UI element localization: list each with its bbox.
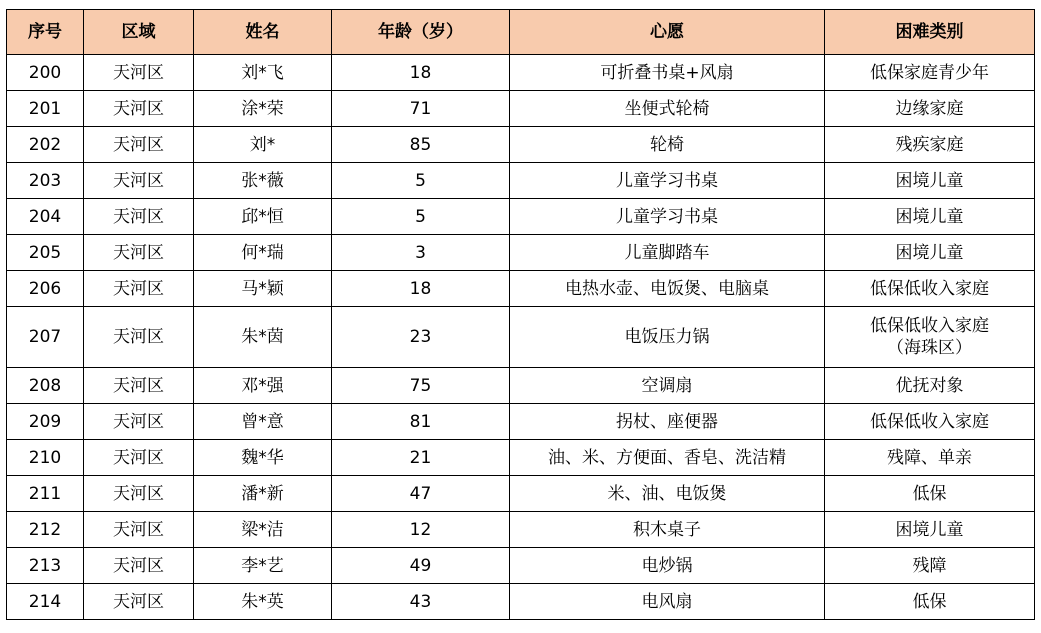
cell-district <box>84 235 194 271</box>
cell-name <box>194 91 332 127</box>
cell-age <box>332 235 510 271</box>
cell-wish <box>510 163 825 199</box>
cell-age <box>332 199 510 235</box>
cell-index <box>7 404 84 440</box>
header-row <box>7 10 1035 55</box>
cell-wish <box>510 548 825 584</box>
cell-category-text: 困境儿童 <box>895 242 964 263</box>
table-row <box>7 440 1035 476</box>
cell-age <box>332 404 510 440</box>
cell-district <box>84 307 194 368</box>
cell-wish-text: 积木桌子 <box>633 519 701 540</box>
cell-age <box>332 368 510 404</box>
wish-list-table <box>6 9 1035 620</box>
cell-wish-text: 电炒锅 <box>641 555 693 576</box>
cell-district-text: 天河区 <box>113 519 164 540</box>
cell-age <box>332 127 510 163</box>
cell-index <box>7 91 84 127</box>
cell-district <box>84 163 194 199</box>
cell-wish <box>510 127 825 163</box>
cell-index-text: 213 <box>28 555 62 576</box>
cell-district <box>84 476 194 512</box>
cell-wish-text: 空调扇 <box>641 375 693 396</box>
cell-wish <box>510 368 825 404</box>
cell-wish-text: 儿童脚踏车 <box>624 242 710 263</box>
cell-district <box>84 55 194 91</box>
cell-district <box>84 271 194 307</box>
cell-district-text: 天河区 <box>113 447 164 468</box>
table-row <box>7 235 1035 271</box>
cell-age-text: 12 <box>409 519 432 540</box>
cell-age-text: 21 <box>409 447 432 468</box>
cell-index-text: 202 <box>28 134 62 155</box>
cell-index <box>7 235 84 271</box>
cell-name <box>194 476 332 512</box>
cell-district-text: 天河区 <box>113 327 164 347</box>
cell-category-text: 低保家庭青少年 <box>870 62 989 83</box>
cell-category <box>825 91 1035 127</box>
cell-name-text: 魏*华 <box>241 447 284 468</box>
cell-name <box>194 235 332 271</box>
cell-age <box>332 584 510 620</box>
header-cell-category: 困难类别 <box>825 10 1035 55</box>
cell-name-text: 邱*恒 <box>241 206 284 227</box>
cell-index <box>7 271 84 307</box>
cell-wish <box>510 404 825 440</box>
table-row <box>7 404 1035 440</box>
cell-wish-text: 电风扇 <box>641 591 693 612</box>
cell-district-text: 天河区 <box>113 98 164 119</box>
cell-index-text: 206 <box>28 278 62 299</box>
table-row <box>7 127 1035 163</box>
cell-category <box>825 476 1035 512</box>
cell-category <box>825 548 1035 584</box>
cell-name <box>194 368 332 404</box>
cell-wish <box>510 55 825 91</box>
cell-category <box>825 440 1035 476</box>
cell-name-text: 朱*英 <box>241 591 284 612</box>
cell-wish <box>510 307 825 368</box>
cell-name-text: 朱*茵 <box>241 327 284 347</box>
cell-district <box>84 440 194 476</box>
cell-wish <box>510 584 825 620</box>
cell-category-text: 残障 <box>912 555 947 576</box>
cell-index <box>7 512 84 548</box>
header-cell-wish: 心愿 <box>510 10 825 55</box>
cell-category-text: 困境儿童 <box>895 206 964 227</box>
cell-index <box>7 127 84 163</box>
cell-index-text: 201 <box>28 98 62 119</box>
header-cell-index: 序号 <box>7 10 84 55</box>
cell-name-text: 何*瑞 <box>241 242 284 263</box>
cell-district <box>84 199 194 235</box>
cell-category <box>825 368 1035 404</box>
cell-age-text: 18 <box>409 62 432 83</box>
cell-category-text: 优抚对象 <box>895 375 964 396</box>
cell-category <box>825 584 1035 620</box>
cell-index <box>7 368 84 404</box>
cell-district-text: 天河区 <box>113 242 164 263</box>
cell-wish-text: 儿童学习书桌 <box>616 170 718 191</box>
header-cell-name: 姓名 <box>194 10 332 55</box>
cell-index-text: 207 <box>28 327 62 347</box>
cell-name <box>194 440 332 476</box>
cell-name-text: 曾*意 <box>241 411 284 432</box>
cell-age-text: 3 <box>415 242 426 263</box>
cell-name <box>194 307 332 368</box>
cell-wish-text: 油、米、方便面、香皂、洗洁精 <box>548 447 786 468</box>
cell-name-text: 李*艺 <box>241 555 284 576</box>
header-cell-district: 区域 <box>84 10 194 55</box>
table-row <box>7 368 1035 404</box>
cell-category <box>825 127 1035 163</box>
cell-name <box>194 271 332 307</box>
table-row <box>7 307 1035 368</box>
cell-index-text: 210 <box>28 447 62 468</box>
cell-index <box>7 163 84 199</box>
cell-district <box>84 512 194 548</box>
table-row <box>7 476 1035 512</box>
cell-name-text: 刘*飞 <box>241 62 284 83</box>
cell-age <box>332 476 510 512</box>
cell-category <box>825 55 1035 91</box>
cell-category <box>825 404 1035 440</box>
cell-age <box>332 163 510 199</box>
cell-district <box>84 368 194 404</box>
table-body <box>7 55 1035 620</box>
cell-index <box>7 476 84 512</box>
cell-category-text: 低保低收入家庭 <box>870 411 989 432</box>
cell-wish <box>510 512 825 548</box>
cell-name <box>194 512 332 548</box>
cell-age-text: 47 <box>409 483 432 504</box>
cell-district-text: 天河区 <box>113 206 164 227</box>
cell-index-text: 212 <box>28 519 62 540</box>
cell-age <box>332 512 510 548</box>
cell-district <box>84 127 194 163</box>
cell-age-text: 43 <box>409 591 432 612</box>
cell-category-text: 低保 <box>912 591 947 612</box>
cell-name-text: 马*颖 <box>241 278 284 299</box>
cell-name-text: 刘* <box>249 134 276 155</box>
cell-index-text: 209 <box>28 411 62 432</box>
cell-index <box>7 548 84 584</box>
cell-age-text: 49 <box>409 555 432 576</box>
cell-name-text: 张*薇 <box>241 170 284 191</box>
cell-name <box>194 199 332 235</box>
cell-category <box>825 235 1035 271</box>
cell-index-text: 208 <box>28 375 62 396</box>
table-row <box>7 199 1035 235</box>
cell-district-text: 天河区 <box>113 591 164 612</box>
cell-wish-text: 米、油、电饭煲 <box>607 483 727 504</box>
cell-age-text: 75 <box>409 375 432 396</box>
cell-category <box>825 307 1035 368</box>
cell-age <box>332 307 510 368</box>
table-row <box>7 163 1035 199</box>
cell-wish <box>510 271 825 307</box>
cell-index-text: 204 <box>28 206 62 227</box>
header-cell-age: 年龄（岁） <box>332 10 510 55</box>
cell-category-text: 困境儿童 <box>895 519 964 540</box>
cell-category-text: 边缘家庭 <box>895 98 964 119</box>
cell-district-text: 天河区 <box>113 483 164 504</box>
cell-index-text: 200 <box>28 62 62 83</box>
cell-district-text: 天河区 <box>113 62 164 83</box>
cell-district <box>84 404 194 440</box>
cell-age-text: 18 <box>409 278 432 299</box>
cell-index <box>7 55 84 91</box>
cell-district-text: 天河区 <box>113 134 164 155</box>
cell-name <box>194 163 332 199</box>
cell-age-text: 5 <box>415 170 426 191</box>
cell-index <box>7 440 84 476</box>
cell-name-text: 涂*荣 <box>241 98 284 119</box>
cell-index-text: 203 <box>28 170 62 191</box>
cell-age-text: 5 <box>415 206 426 227</box>
cell-name <box>194 548 332 584</box>
cell-district-text: 天河区 <box>113 555 164 576</box>
cell-index-text: 205 <box>28 242 62 263</box>
cell-category <box>825 271 1035 307</box>
table-row <box>7 512 1035 548</box>
cell-wish <box>510 235 825 271</box>
cell-index <box>7 584 84 620</box>
cell-age <box>332 440 510 476</box>
cell-name <box>194 404 332 440</box>
cell-district-text: 天河区 <box>113 170 164 191</box>
cell-category-text: 残障、单亲 <box>887 447 972 468</box>
cell-index-text: 214 <box>28 591 62 612</box>
cell-category <box>825 199 1035 235</box>
cell-district-text: 天河区 <box>113 375 164 396</box>
cell-name <box>194 55 332 91</box>
cell-age-text: 23 <box>409 327 432 347</box>
cell-wish <box>510 440 825 476</box>
cell-district-text: 天河区 <box>113 411 164 432</box>
cell-wish-text: 电饭压力锅 <box>624 327 710 347</box>
cell-name <box>194 584 332 620</box>
cell-index <box>7 307 84 368</box>
cell-category-text: 低保低收入家庭 （海珠区） <box>870 316 989 358</box>
cell-name-text: 邓*强 <box>241 375 284 396</box>
table-row <box>7 548 1035 584</box>
table-row <box>7 271 1035 307</box>
cell-district <box>84 584 194 620</box>
cell-age-text: 85 <box>409 134 432 155</box>
cell-age-text: 81 <box>409 411 432 432</box>
cell-district-text: 天河区 <box>113 278 164 299</box>
cell-name-text: 梁*洁 <box>241 519 284 540</box>
table-row <box>7 91 1035 127</box>
cell-wish-text: 儿童学习书桌 <box>616 206 718 227</box>
cell-category <box>825 512 1035 548</box>
table-row <box>7 584 1035 620</box>
cell-wish <box>510 199 825 235</box>
cell-wish <box>510 91 825 127</box>
cell-wish-text: 轮椅 <box>650 134 684 155</box>
cell-age <box>332 91 510 127</box>
cell-index <box>7 199 84 235</box>
cell-category-text: 低保低收入家庭 <box>870 278 989 299</box>
cell-district <box>84 548 194 584</box>
cell-category <box>825 163 1035 199</box>
cell-age-text: 71 <box>409 98 432 119</box>
cell-name-text: 潘*新 <box>241 483 284 504</box>
cell-wish <box>510 476 825 512</box>
cell-age <box>332 271 510 307</box>
cell-age <box>332 548 510 584</box>
cell-district <box>84 91 194 127</box>
cell-category-text: 残疾家庭 <box>895 134 964 155</box>
cell-category-text: 困境儿童 <box>895 170 964 191</box>
cell-name <box>194 127 332 163</box>
table-row <box>7 55 1035 91</box>
cell-wish-text: 可折叠书桌+风扇 <box>600 62 734 83</box>
cell-wish-text: 坐便式轮椅 <box>624 98 710 119</box>
cell-category-text: 低保 <box>912 483 947 504</box>
cell-age <box>332 55 510 91</box>
cell-wish-text: 电热水壶、电饭煲、电脑桌 <box>565 278 769 299</box>
cell-index-text: 211 <box>28 483 62 504</box>
cell-wish-text: 拐杖、座便器 <box>616 411 718 432</box>
